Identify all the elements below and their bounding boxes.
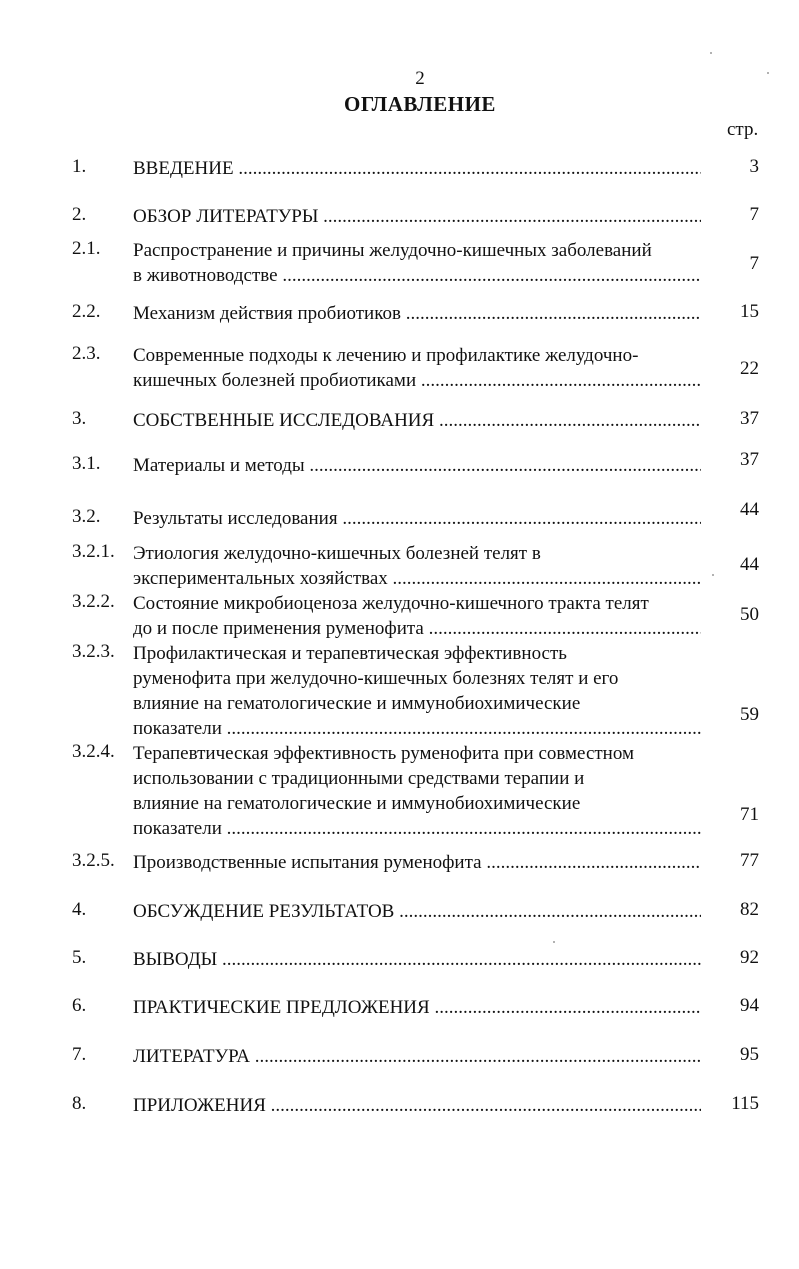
toc-entry-title — [133, 641, 701, 741]
toc-entry-number: 3.2.3. — [72, 641, 115, 662]
toc-entry-title-line: ОБСУЖДЕНИЕ РЕЗУЛЬТАТОВ ..... — [133, 899, 701, 924]
toc-entry-title-line: показатели ..... — [133, 716, 701, 741]
toc-entry-number: 3.2.1. — [72, 541, 115, 562]
toc-entry-number: 7. — [72, 1044, 87, 1065]
toc-entry-title-line: Современные подходы к лечению и профилактике желудочно- — [133, 345, 639, 366]
toc-entry-title — [133, 343, 701, 393]
toc-entry-title-line: Состояние микробиоценоза желудочно-кишечного тракта телят — [133, 593, 649, 614]
toc-entry-number: 3.2.5. — [72, 850, 115, 871]
toc-entry-page: 71 — [740, 804, 759, 825]
toc-entry-title-line: показатели ..... — [133, 816, 701, 841]
toc-entry-title-line: ОБЗОР ЛИТЕРАТУРЫ ..... — [133, 204, 701, 229]
toc-entry-title-line: в животноводстве ..... — [133, 263, 701, 288]
toc-entry-page: 115 — [731, 1093, 759, 1114]
scan-speck — [710, 52, 712, 54]
page-column-label: стр. — [727, 119, 759, 140]
toc-entry-page: 3 — [749, 156, 759, 177]
toc-entry-number: 2.3. — [72, 343, 101, 364]
scan-speck — [767, 72, 769, 74]
toc-entry-title-line: до и после применения руменофита ..... — [133, 616, 701, 641]
toc-entry-page: 7 — [749, 204, 759, 225]
toc-entry-title-line: Этиология желудочно-кишечных болезней телят в — [133, 543, 541, 564]
toc-entry-title — [133, 850, 701, 875]
toc-entry-title — [133, 947, 701, 972]
toc-entry-number: 2.2. — [72, 301, 101, 322]
scan-speck — [553, 941, 555, 943]
toc-entry-title-line: Профилактическая и терапевтическая эффективность — [133, 643, 567, 664]
toc-entry-title — [133, 156, 701, 181]
toc-entry-number: 8. — [72, 1093, 87, 1114]
toc-entry-title — [133, 453, 701, 478]
toc-entry-title-line: Распространение и причины желудочно-кишечных заболеваний — [133, 240, 652, 261]
scan-speck — [712, 574, 714, 576]
toc-entry-page: 92 — [740, 947, 759, 968]
toc-entry-title-line: руменофита при желудочно-кишечных болезнях телят и его — [133, 668, 619, 689]
toc-entry-title — [133, 541, 701, 591]
toc-entry-title-line: влияние на гематологические и иммунобиохимические — [133, 693, 581, 714]
toc-entry-title — [133, 899, 701, 924]
toc-entry-title-line: СОБСТВЕННЫЕ ИССЛЕДОВАНИЯ ..... — [133, 408, 701, 433]
toc-entry-number: 3.2. — [72, 506, 101, 527]
toc-entry-title — [133, 591, 701, 641]
toc-entry-title — [133, 506, 701, 531]
toc-entry-page: 59 — [740, 704, 759, 725]
toc-entry-page: 95 — [740, 1044, 759, 1065]
page-number: 2 — [415, 68, 425, 89]
toc-entry-number: 3.2.4. — [72, 741, 115, 762]
toc-entry-title-line: Механизм действия пробиотиков ..... — [133, 301, 701, 326]
toc-entry-title-line: кишечных болезней пробиотиками ..... — [133, 368, 701, 393]
toc-entry-page: 82 — [740, 899, 759, 920]
toc-entry-page: 15 — [740, 301, 759, 322]
toc-entry-title-line: экспериментальных хозяйствах ..... — [133, 566, 701, 591]
toc-entry-number: 4. — [72, 899, 87, 920]
toc-entry-title — [133, 238, 701, 288]
toc-entry-number: 5. — [72, 947, 87, 968]
toc-entry-title-line: ПРАКТИЧЕСКИЕ ПРЕДЛОЖЕНИЯ ..... — [133, 995, 701, 1020]
toc-entry-number: 1. — [72, 156, 87, 177]
toc-entry-number: 3.1. — [72, 453, 101, 474]
toc-entry-page: 44 — [740, 499, 759, 520]
toc-entry-page: 50 — [740, 604, 759, 625]
toc-entry-page: 7 — [749, 253, 759, 274]
toc-entry-number: 2.1. — [72, 238, 101, 259]
toc-entry-title-line: Материалы и методы ..... — [133, 453, 701, 478]
toc-entry-title-line: ВВЕДЕНИЕ ..... — [133, 156, 701, 181]
toc-entry-title-line: ПРИЛОЖЕНИЯ ..... — [133, 1093, 701, 1118]
toc-entry-title-line: влияние на гематологические и иммунобиохимические — [133, 793, 581, 814]
toc-entry-title-line: ЛИТЕРАТУРА ..... — [133, 1044, 701, 1069]
toc-entry-title — [133, 741, 701, 841]
toc-entry-number: 3.2.2. — [72, 591, 115, 612]
toc-entry-title — [133, 408, 701, 433]
toc-entry-number: 2. — [72, 204, 87, 225]
toc-entry-number: 3. — [72, 408, 87, 429]
toc-entry-number: 6. — [72, 995, 87, 1016]
toc-entry-title-line: Производственные испытания руменофита ..... — [133, 850, 701, 875]
toc-entry-page: 44 — [740, 554, 759, 575]
toc-entry-page: 22 — [740, 358, 759, 379]
toc-entry-title-line: Терапевтическая эффективность руменофита при совместном — [133, 743, 635, 764]
toc-entry-title — [133, 1093, 701, 1118]
toc-entry-title-line: Результаты исследования ..... — [133, 506, 701, 531]
toc-title: ОГЛАВЛЕНИЕ — [344, 92, 496, 116]
toc-entry-title — [133, 1044, 701, 1069]
toc-entry-title-line: использовании с традиционными средствами терапии и — [133, 768, 585, 789]
toc-entry-title — [133, 204, 701, 229]
toc-entry-page: 94 — [740, 995, 759, 1016]
toc-entry-title — [133, 995, 701, 1020]
toc-entry-page: 37 — [740, 408, 759, 429]
toc-entry-page: 37 — [740, 449, 759, 470]
toc-entry-title-line: ВЫВОДЫ ..... — [133, 947, 701, 972]
toc-entry-title — [133, 301, 701, 326]
toc-entry-page: 77 — [740, 850, 759, 871]
